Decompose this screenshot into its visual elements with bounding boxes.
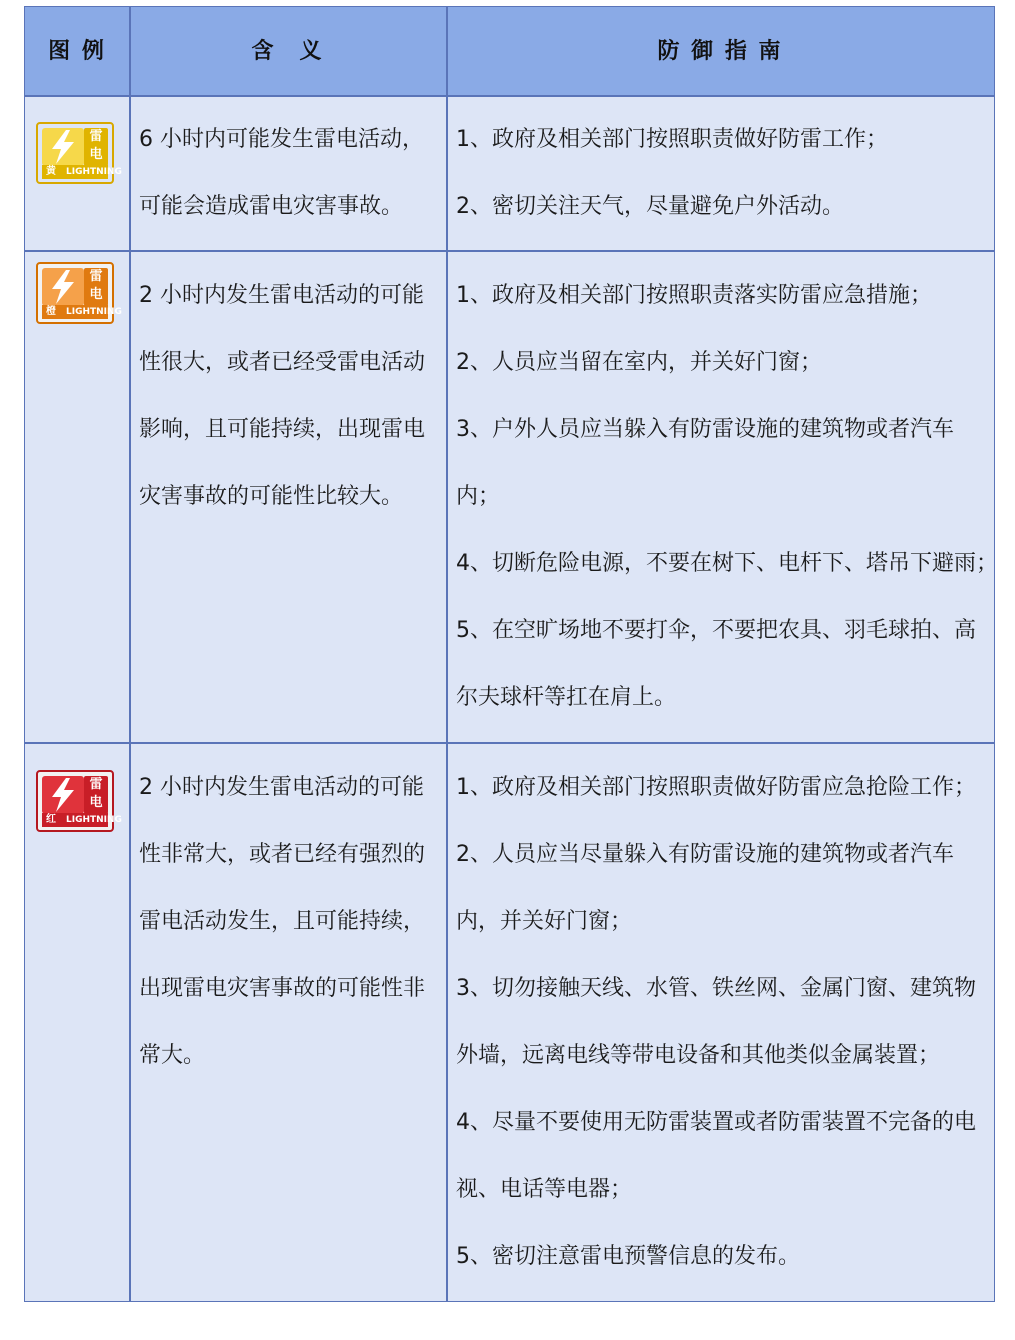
guide-line: 5、密切注意雷电预警信息的发布。 bbox=[456, 1244, 800, 1269]
sign-label bbox=[42, 305, 122, 319]
meaning-line: 性非常大，或者已经有强烈的 bbox=[139, 842, 426, 867]
guide-line: 4、尽量不要使用无防雷装置或者防雷装置不完备的电 bbox=[456, 1110, 976, 1135]
guide-line: 1、政府及相关部门按照职责落实防雷应急措施； bbox=[456, 283, 932, 308]
header-guide: 防 御 指 南 bbox=[657, 39, 783, 64]
meaning-line: 常大。 bbox=[139, 1043, 206, 1068]
orange-lightning-warning-icon bbox=[36, 262, 122, 324]
sign-chars: 雷 电 bbox=[84, 128, 108, 166]
sign-chars: 雷 电 bbox=[84, 776, 108, 814]
meaning-line: 性很大，或者已经受雷电活动 bbox=[139, 350, 426, 375]
sign-label-text: LIGHTNING bbox=[66, 167, 122, 177]
meaning-line: 6 小时内可能发生雷电活动， bbox=[139, 127, 424, 152]
guide-line: 2、人员应当留在室内，并关好门窗； bbox=[456, 350, 822, 375]
guide-line: 外墙，远离电线等带电设备和其他类似金属装置； bbox=[456, 1043, 941, 1068]
meaning-line: 出现雷电灾害事故的可能性非 bbox=[139, 976, 426, 1001]
header-legend: 图 例 bbox=[48, 39, 106, 64]
column-divider bbox=[446, 7, 448, 1301]
meaning-line: 影响，且可能持续，出现雷电 bbox=[139, 417, 426, 442]
bolt-icon bbox=[42, 268, 84, 306]
bolt-icon bbox=[42, 776, 84, 814]
guide-line: 尔夫球杆等扛在肩上。 bbox=[456, 685, 677, 710]
sign-label bbox=[42, 813, 122, 827]
guide-line: 5、在空旷场地不要打伞，不要把农具、羽毛球拍、高 bbox=[456, 618, 976, 643]
level-char: 黄 bbox=[46, 166, 56, 177]
row-divider bbox=[25, 95, 994, 97]
meaning-line: 灾害事故的可能性比较大。 bbox=[139, 484, 404, 509]
row-divider bbox=[25, 742, 994, 744]
guide-line: 2、密切关注天气，尽量避免户外活动。 bbox=[456, 194, 844, 219]
meaning-line: 2 小时内发生雷电活动的可能 bbox=[139, 775, 424, 800]
sign-label-text: LIGHTNING bbox=[66, 815, 122, 825]
level-char: 橙 bbox=[46, 306, 56, 317]
level-char: 红 bbox=[46, 814, 56, 825]
guide-line: 内； bbox=[456, 484, 501, 509]
guide-line: 2、人员应当尽量躲入有防雷设施的建筑物或者汽车 bbox=[456, 842, 954, 867]
sign-label bbox=[42, 165, 122, 179]
sign-chars: 雷 电 bbox=[84, 268, 108, 306]
header-meaning: 含 义 bbox=[251, 39, 324, 64]
column-divider bbox=[129, 7, 131, 1301]
meaning-line: 2 小时内发生雷电活动的可能 bbox=[139, 283, 424, 308]
guide-line: 4、切断危险电源，不要在树下、电杆下、塔吊下避雨； bbox=[456, 551, 998, 576]
meaning-line: 雷电活动发生，且可能持续， bbox=[139, 909, 426, 934]
warning-table bbox=[24, 6, 998, 1302]
yellow-lightning-warning-icon bbox=[36, 122, 122, 184]
guide-line: 1、政府及相关部门按照职责做好防雷工作； bbox=[456, 127, 888, 152]
guide-line: 1、政府及相关部门按照职责做好防雷应急抢险工作； bbox=[456, 775, 976, 800]
guide-line: 3、切勿接触天线、水管、铁丝网、金属门窗、建筑物 bbox=[456, 976, 976, 1001]
bolt-icon bbox=[42, 128, 84, 166]
red-lightning-warning-icon bbox=[36, 770, 122, 832]
guide-line: 视、电话等电器； bbox=[456, 1177, 633, 1202]
sign-label-text: LIGHTNING bbox=[66, 307, 122, 317]
guide-line: 3、户外人员应当躲入有防雷设施的建筑物或者汽车 bbox=[456, 417, 954, 442]
meaning-line: 可能会造成雷电灾害事故。 bbox=[139, 194, 404, 219]
row-divider bbox=[25, 250, 994, 252]
guide-line: 内，并关好门窗； bbox=[456, 909, 633, 934]
